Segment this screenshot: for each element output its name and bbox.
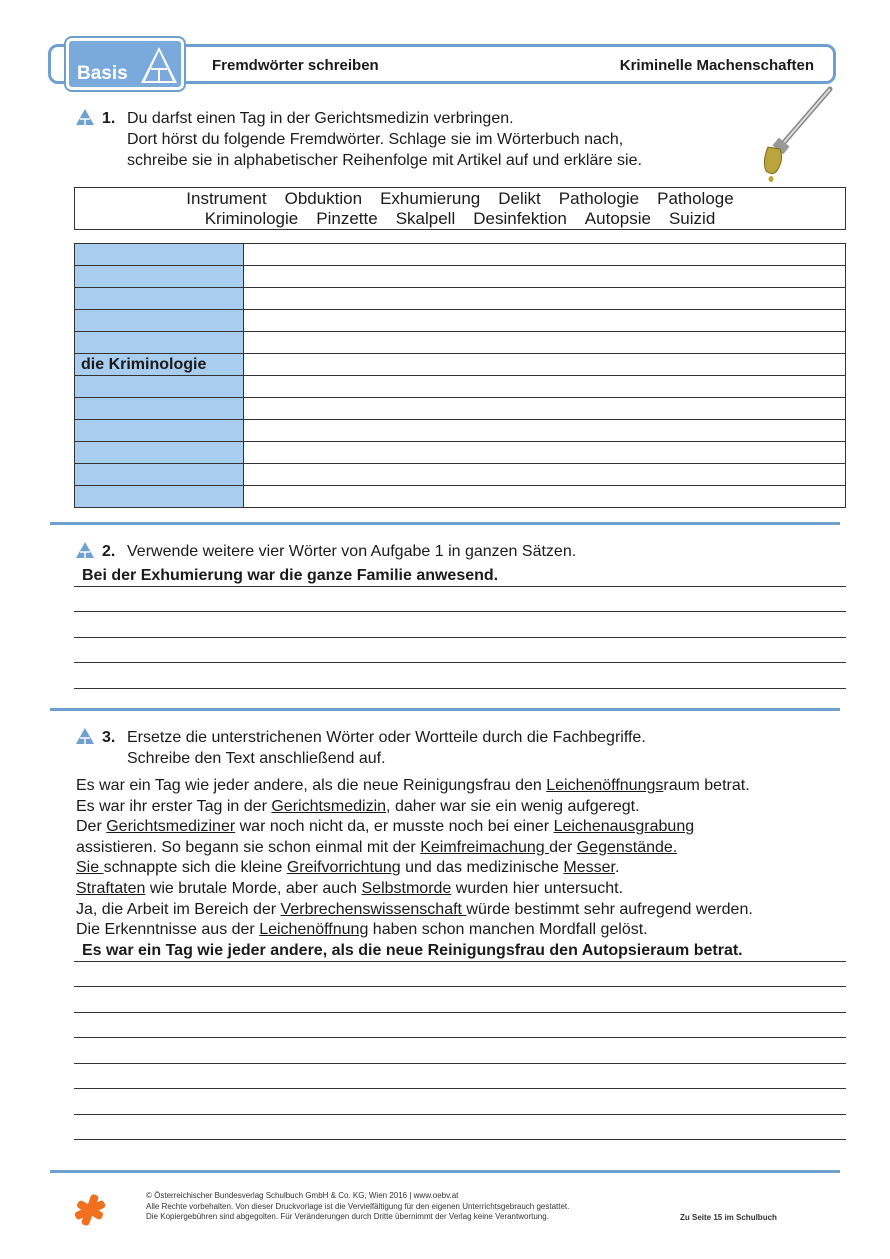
instruction-line: schreibe sie in alphabetischer Reihenfolge mit Artikel auf und erkläre sie. bbox=[127, 152, 642, 169]
table-row bbox=[75, 310, 846, 332]
text-line: Sie schnappte sich die kleine Greifvorrichtung und das medizinische Messer. bbox=[76, 859, 620, 877]
definition-cell[interactable] bbox=[244, 354, 846, 376]
writing-line[interactable] bbox=[74, 1037, 846, 1038]
word: Suizid bbox=[668, 209, 716, 228]
worksheet-title: Kriminelle Machenschaften bbox=[619, 57, 814, 74]
task-number: 1. bbox=[102, 110, 116, 127]
term-cell[interactable] bbox=[75, 288, 244, 310]
term-cell[interactable] bbox=[75, 332, 244, 354]
writing-line[interactable] bbox=[74, 1088, 846, 1089]
term-cell[interactable] bbox=[75, 486, 244, 508]
term-cell[interactable] bbox=[75, 376, 244, 398]
instruction-line: Ersetze die unterstrichenen Wörter oder Wortteile durch die Fachbegriffe. bbox=[127, 729, 646, 746]
definition-cell[interactable] bbox=[244, 420, 846, 442]
word: Pathologie bbox=[558, 189, 640, 208]
writing-line[interactable] bbox=[74, 637, 846, 638]
term-cell[interactable] bbox=[75, 310, 244, 332]
brush-illustration bbox=[752, 85, 838, 185]
text-line: Straftaten wie brutale Morde, aber auch Selbstmorde wurden hier untersucht. bbox=[76, 879, 623, 897]
table-row bbox=[75, 442, 846, 464]
task-number: 2. bbox=[102, 543, 116, 560]
table-row bbox=[75, 486, 846, 508]
basis-logo bbox=[66, 38, 184, 90]
level-icon bbox=[75, 108, 95, 126]
table-row bbox=[75, 266, 846, 288]
definition-cell[interactable] bbox=[244, 244, 846, 266]
word: Desinfektion bbox=[473, 209, 567, 228]
task-number: 3. bbox=[102, 729, 116, 746]
example-sentence: Bei der Exhumierung war die ganze Familie anwesend. bbox=[82, 567, 499, 584]
task1-instruction bbox=[127, 108, 642, 171]
copyright-line: © Österreichischer Bundesverlag Schulbuch GmbH & Co. KG, Wien 2016 | www.oebv.at bbox=[146, 1191, 459, 1200]
instruction-line: Dort hörst du folgende Fremdwörter. Schlage sie im Wörterbuch nach, bbox=[127, 131, 624, 148]
table-row bbox=[75, 354, 846, 376]
exercise-text bbox=[76, 776, 753, 941]
table-row bbox=[75, 376, 846, 398]
definition-cell[interactable] bbox=[244, 376, 846, 398]
term-cell[interactable] bbox=[75, 464, 244, 486]
text-line: Es war ihr erster Tag in der Gerichtsmedizin, daher war sie ein wenig aufgeregt. bbox=[76, 797, 640, 815]
word: Pathologe bbox=[657, 189, 734, 208]
footer-legal bbox=[146, 1191, 569, 1223]
term-cell[interactable] bbox=[75, 442, 244, 464]
logo-text: Basis bbox=[77, 63, 128, 84]
term-cell[interactable] bbox=[75, 420, 244, 442]
writing-line[interactable] bbox=[74, 1012, 846, 1013]
writing-line[interactable] bbox=[74, 611, 846, 612]
level-icon bbox=[75, 727, 95, 745]
page-reference: Zu Seite 15 im Schulbuch bbox=[680, 1213, 777, 1222]
table-row bbox=[75, 288, 846, 310]
word: Skalpell bbox=[395, 209, 456, 228]
table-row bbox=[75, 332, 846, 354]
table-row bbox=[75, 420, 846, 442]
level-icon bbox=[75, 541, 95, 559]
footer-divider bbox=[50, 1170, 840, 1173]
text-line: Die Erkenntnisse aus der Leichenöffnung haben schon manchen Mordfall gelöst. bbox=[76, 921, 648, 939]
word: Delikt bbox=[498, 189, 541, 208]
writing-line[interactable] bbox=[74, 586, 846, 587]
word: Pinzette bbox=[316, 209, 378, 228]
example-sentence: Es war ein Tag wie jeder andere, als die neue Reinigungsfrau den Autopsieraum betrat. bbox=[82, 942, 743, 959]
text-line: Der Gerichtsmediziner war noch nicht da, er musste noch bei einer Leichenausgrabung bbox=[76, 818, 695, 836]
writing-line[interactable] bbox=[74, 986, 846, 987]
instruction-line: Schreibe den Text anschließend auf. bbox=[127, 750, 386, 767]
section-divider bbox=[50, 522, 840, 525]
definition-cell[interactable] bbox=[244, 310, 846, 332]
definition-cell[interactable] bbox=[244, 332, 846, 354]
definition-cell[interactable] bbox=[244, 398, 846, 420]
word: Instrument bbox=[186, 189, 267, 208]
word: Exhumierung bbox=[380, 189, 481, 208]
writing-line[interactable] bbox=[74, 1114, 846, 1115]
writing-line[interactable] bbox=[74, 1063, 846, 1064]
table-row bbox=[75, 244, 846, 266]
rights-line: Die Kopiergebühren sind abgegolten. Für Veränderungen durch Dritte übernimmt der Verlag keine Verantwortung. bbox=[146, 1212, 549, 1221]
level-triangle-icon bbox=[139, 45, 179, 85]
term-cell[interactable] bbox=[75, 266, 244, 288]
term-cell[interactable]: die Kriminologie bbox=[75, 354, 244, 376]
writing-line[interactable] bbox=[74, 662, 846, 663]
task2-instruction: Verwende weitere vier Wörter von Aufgabe 1 in ganzen Sätzen. bbox=[127, 543, 577, 560]
instruction-line: Du darfst einen Tag in der Gerichtsmedizin verbringen. bbox=[127, 110, 514, 127]
publisher-logo-icon bbox=[72, 1192, 108, 1228]
writing-line[interactable] bbox=[74, 961, 846, 962]
writing-line[interactable] bbox=[74, 688, 846, 689]
word-list-box bbox=[74, 187, 846, 230]
writing-line[interactable] bbox=[74, 1139, 846, 1140]
word: Autopsie bbox=[584, 209, 651, 228]
definition-cell[interactable] bbox=[244, 486, 846, 508]
definition-cell[interactable] bbox=[244, 442, 846, 464]
table-row bbox=[75, 464, 846, 486]
text-line: Es war ein Tag wie jeder andere, als die neue Reinigungsfrau den Leichenöffnungsraum betrat. bbox=[76, 777, 750, 794]
word: Kriminologie bbox=[204, 209, 299, 228]
text-line: Ja, die Arbeit im Bereich der Verbrechenswissenschaft würde bestimmt sehr aufregend werden. bbox=[76, 900, 753, 918]
term-cell[interactable] bbox=[75, 244, 244, 266]
term-cell[interactable] bbox=[75, 398, 244, 420]
definition-cell[interactable] bbox=[244, 266, 846, 288]
worksheet-topic: Fremdwörter schreiben bbox=[212, 57, 379, 74]
word-row bbox=[75, 209, 845, 229]
table-row bbox=[75, 398, 846, 420]
task3-instruction bbox=[127, 727, 646, 769]
text-line: assistieren. So begann sie schon einmal mit der Keimfreimachung der Gegenstände. bbox=[76, 838, 678, 856]
section-divider bbox=[50, 708, 840, 711]
word-row bbox=[75, 189, 845, 209]
definition-cell[interactable] bbox=[244, 288, 846, 310]
vocabulary-table bbox=[74, 243, 846, 508]
definition-cell[interactable] bbox=[244, 464, 846, 486]
rights-line: Alle Rechte vorbehalten. Von dieser Druckvorlage ist die Vervielfältigung für den eigenen Unterrichtsgebrauch gestattet. bbox=[146, 1201, 570, 1211]
word: Obduktion bbox=[284, 189, 363, 208]
